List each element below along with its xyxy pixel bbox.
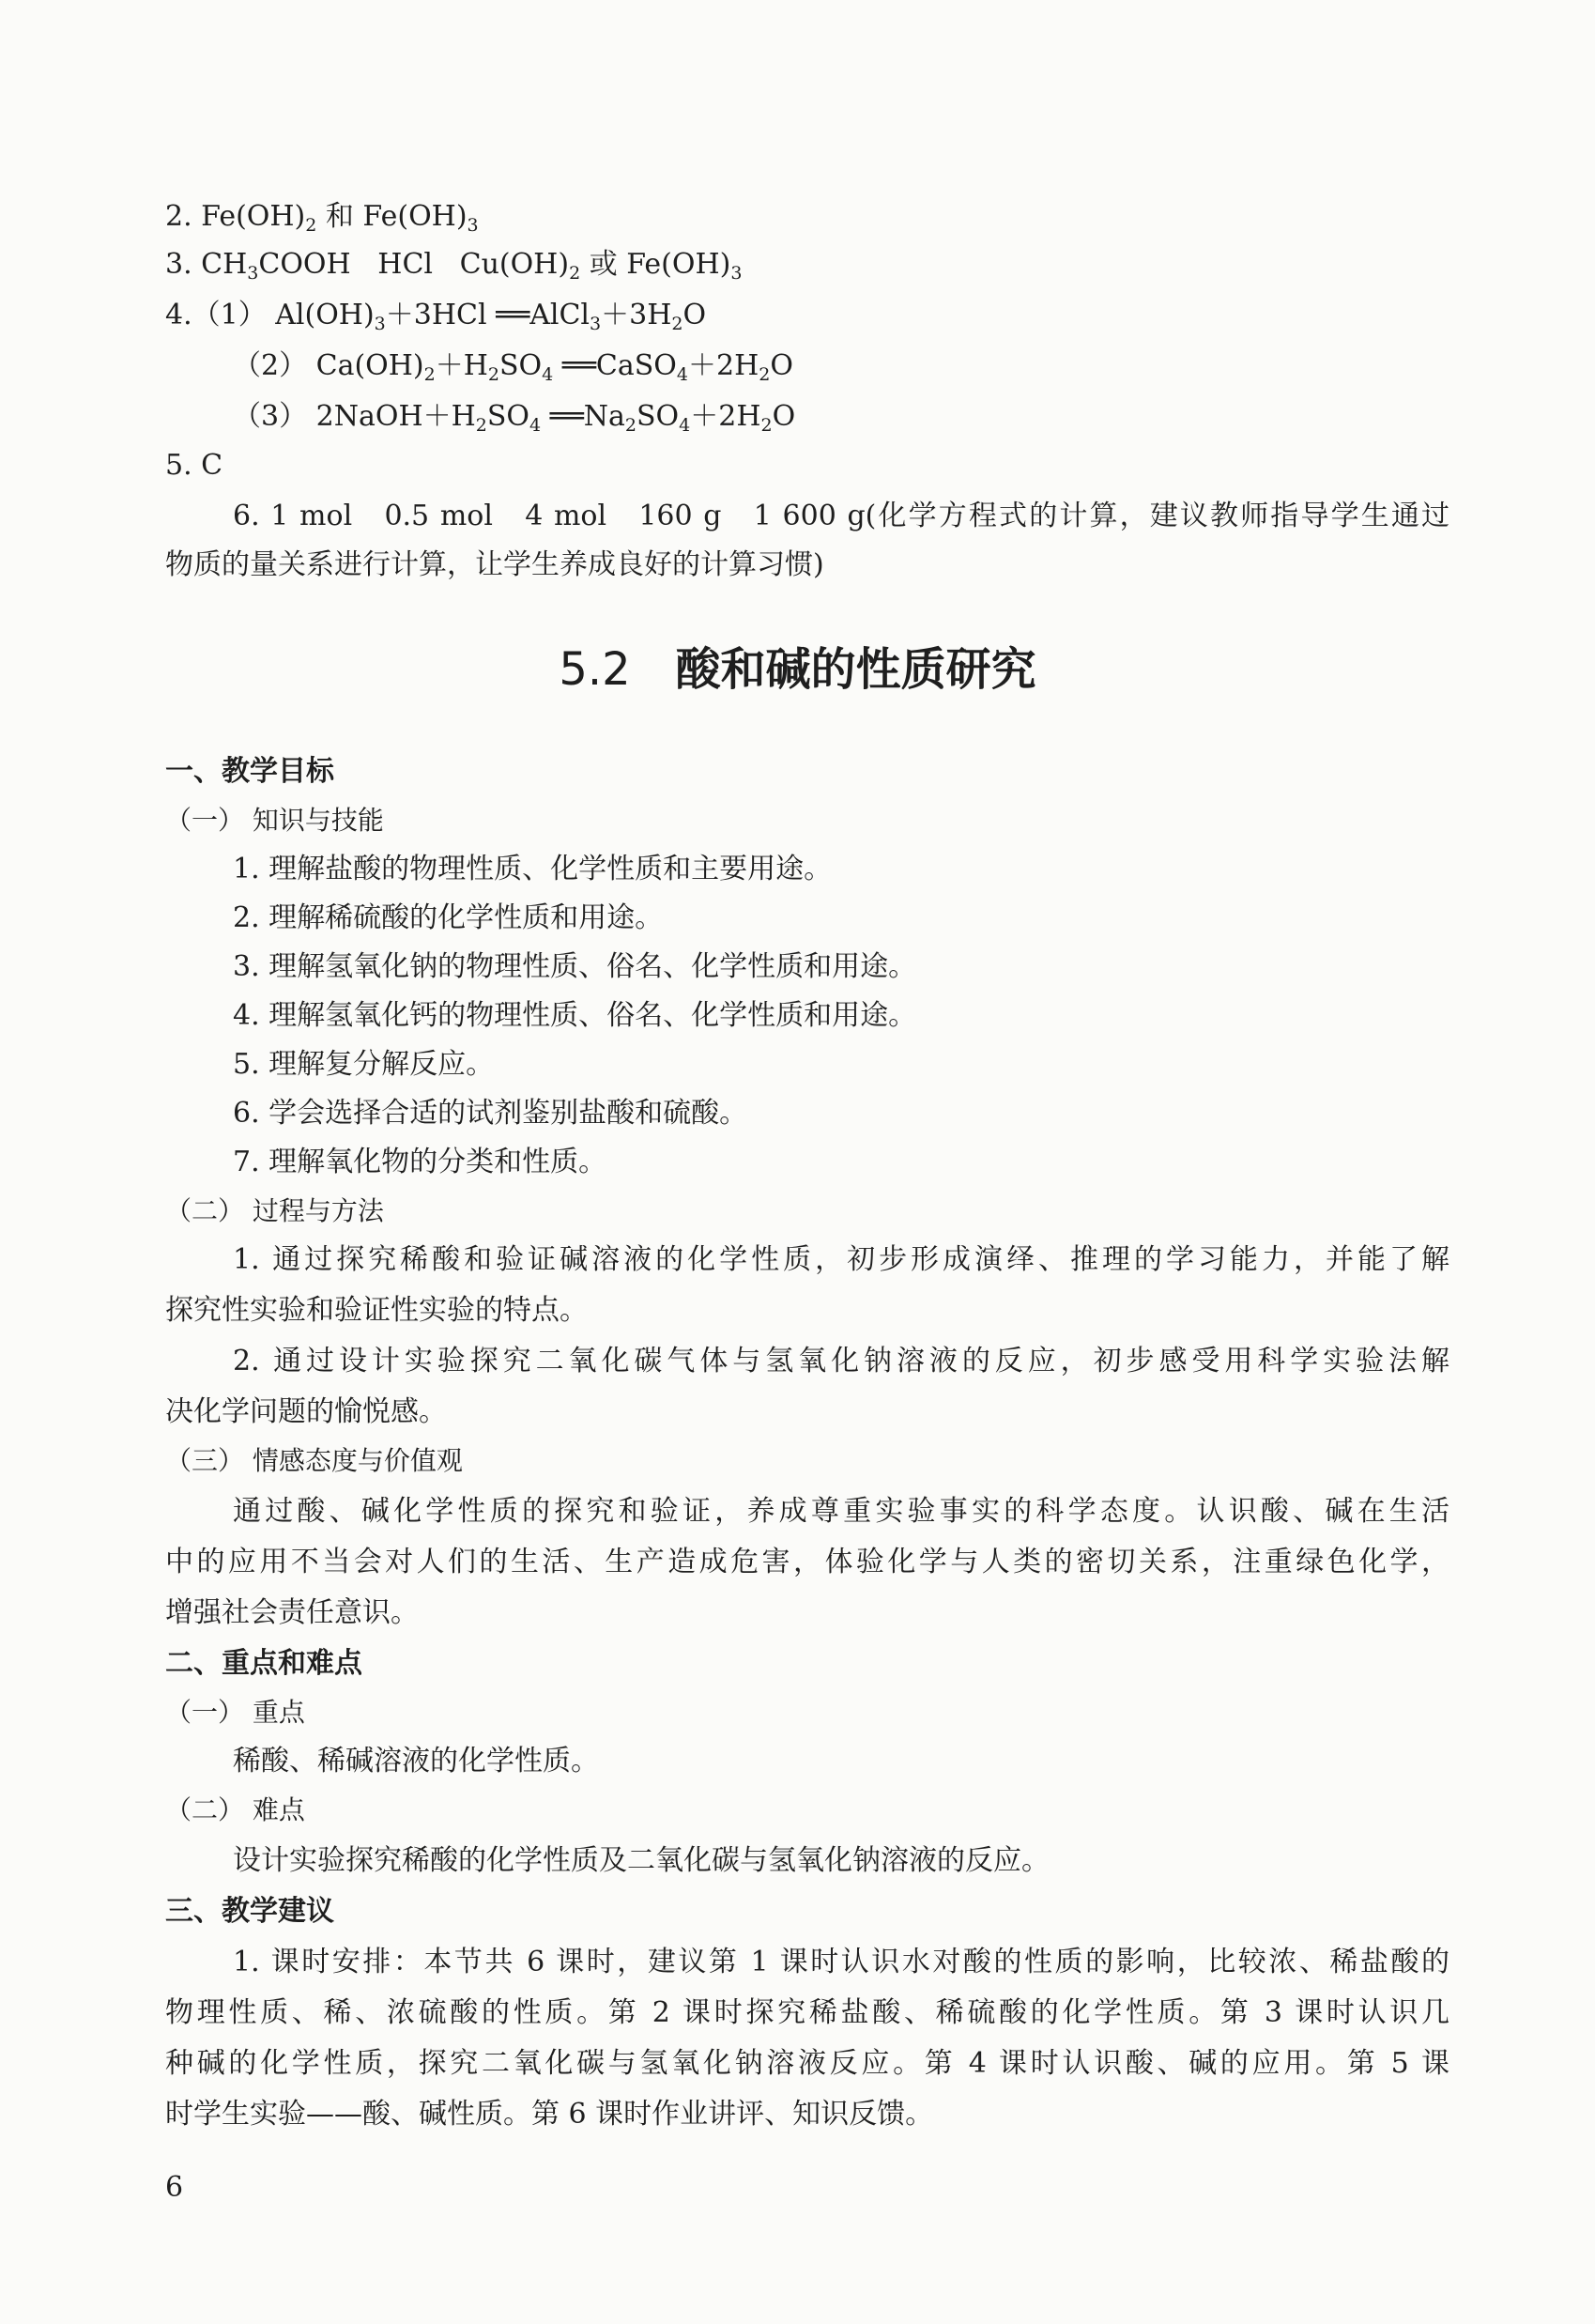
subheading-difficulty: （二） 难点	[165, 1794, 305, 1825]
knowledge-item-2: 2. 理解稀硫酸的化学性质和用途。	[233, 901, 664, 934]
answer-4-2: （2） $Ca(OH)_2+H_2SO_4$ $══CaSO_4+2H_2O$	[233, 349, 793, 385]
knowledge-item-6: 6. 学会选择合适的试剂鉴别盐酸和硫酸。	[233, 1097, 748, 1130]
answer-4-3: （3） $2NaOH+H_2SO_4$ $══Na_2SO_4+2H_2O$	[233, 400, 796, 436]
difficulty-text: 设计实验探究稀酸的化学性质及二氧化碳与氢氧化钠溶液的反应。	[233, 1844, 1050, 1877]
answer-6: 6. 1 mol 0.5 mol 4 mol 160 g 1 600 g(化学方程式的计算，建议教师指导学生通过	[233, 500, 1449, 532]
attitude-line-1: 通过酸、碱化学性质的探究和验证，养成尊重实验事实的科学态度。认识酸、碱在生活	[233, 1495, 1449, 1528]
suggestion-line-2: 物理性质、稀、浓硫酸的性质。第 2 课时探究稀盐酸、稀硫酸的化学性质。第 3 课时认识几	[165, 1996, 1449, 2029]
process-item-1-cont: 探究性实验和验证性实验的特点。	[165, 1294, 588, 1327]
process-item-2-cont: 决化学问题的愉悦感。	[165, 1395, 447, 1428]
answer-2: 2. $Fe(OH)_2$ 和 $Fe(OH)_3$	[165, 200, 479, 236]
attitude-line-2: 中的应用不当会对人们的生活、生产造成危害，体验化学与人类的密切关系，注重绿色化学，	[165, 1546, 1449, 1578]
heading-goals: 一、教学目标	[165, 755, 334, 788]
knowledge-item-1: 1. 理解盐酸的物理性质、化学性质和主要用途。	[233, 853, 833, 885]
attitude-line-3: 增强社会责任意识。	[165, 1596, 419, 1629]
section-title	[0, 637, 1595, 702]
answer-3: 3. $CH_3COOH$ HCl $Cu(OH)_2$ 或 $Fe(OH)_3$	[165, 248, 743, 284]
suggestion-line-3: 种碱的化学性质，探究二氧化碳与氢氧化钠溶液反应。第 4 课时认识酸、碱的应用。第 5 课	[165, 2047, 1449, 2080]
heading-suggestions: 三、教学建议	[165, 1895, 334, 1928]
heading-key-points: 二、重点和难点	[165, 1647, 362, 1680]
knowledge-item-3: 3. 理解氢氧化钠的物理性质、俗名、化学性质和用途。	[233, 950, 917, 983]
subheading-process: （二） 过程与方法	[165, 1195, 384, 1226]
process-item-1: 1. 通过探究稀酸和验证碱溶液的化学性质，初步形成演绎、推理的学习能力，并能了解	[233, 1243, 1449, 1276]
section-number: 5.2	[559, 643, 631, 696]
focus-text: 稀酸、稀碱溶液的化学性质。	[233, 1745, 599, 1778]
knowledge-item-7: 7. 理解氧化物的分类和性质。	[233, 1146, 607, 1178]
subheading-knowledge: （一） 知识与技能	[165, 805, 384, 836]
subheading-attitude: （三） 情感态度与价值观	[165, 1445, 463, 1476]
suggestion-line-4: 时学生实验——酸、碱性质。第 6 课时作业讲评、知识反馈。	[165, 2098, 934, 2131]
knowledge-item-5: 5. 理解复分解反应。	[233, 1048, 495, 1081]
answer-4-1: 4.（1） $Al(OH)_3+3HCl$ $══AlCl_3+3H_2O$	[165, 299, 707, 334]
suggestion-line-1: 1. 课时安排：本节共 6 课时，建议第 1 课时认识水对酸的性质的影响，比较浓、稀盐酸的	[233, 1946, 1449, 1978]
process-item-2: 2. 通过设计实验探究二氧化碳气体与氢氧化钠溶液的反应，初步感受用科学实验法解	[233, 1345, 1449, 1377]
section-title-text: 酸和碱的性质研究	[675, 643, 1036, 696]
page-number: 6	[165, 2171, 184, 2204]
knowledge-item-4: 4. 理解氢氧化钙的物理性质、俗名、化学性质和用途。	[233, 999, 917, 1032]
subheading-focus: （一） 重点	[165, 1697, 305, 1728]
answer-6-cont: 物质的量关系进行计算，让学生养成良好的计算习惯)	[165, 548, 824, 581]
answer-5: 5. C	[165, 449, 223, 482]
